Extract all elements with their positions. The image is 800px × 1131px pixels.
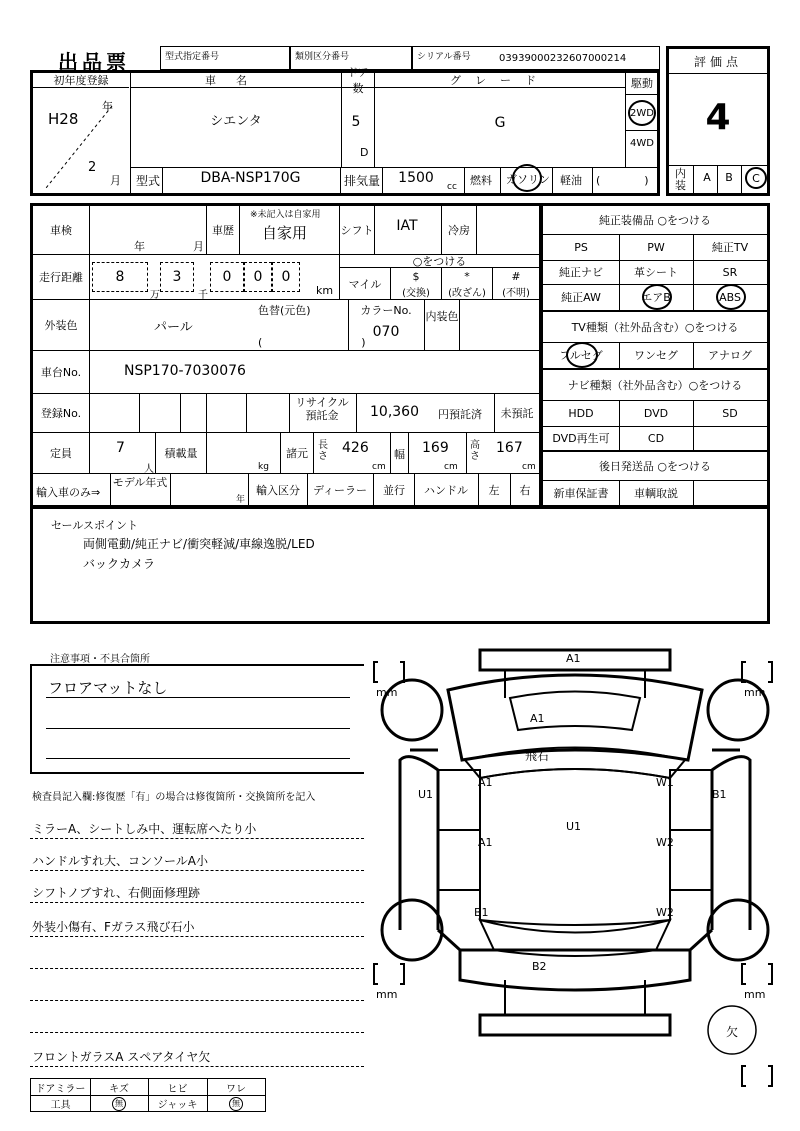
mm-label: mm: [744, 686, 766, 699]
interior-grade-selected: C: [745, 167, 767, 189]
score-value: 4: [705, 96, 731, 138]
tools-table: ドアミラー キズ ヒビ ワレ 工具 無 ジャッキ 無: [30, 1078, 266, 1112]
notes-label: 注意事項・不具合箇所: [50, 654, 150, 665]
width-value: 169: [422, 440, 449, 456]
color-no-value: 070: [372, 324, 400, 340]
damage-label: U1: [418, 788, 434, 801]
damage-label: 飛石: [525, 749, 550, 763]
damage-label: W2: [656, 836, 674, 849]
missing-label: 欠: [726, 1025, 739, 1039]
mm-label: mm: [376, 686, 398, 699]
first-reg-year: H28: [48, 110, 79, 128]
length-value: 426: [342, 440, 369, 456]
mileage-digit: 8: [92, 262, 148, 292]
serial-cell: シリアル番号 03939000232607000214: [412, 46, 660, 70]
damage-label: B1: [474, 906, 489, 919]
jack-status: 無: [207, 1096, 265, 1111]
capacity-value: 7: [116, 440, 125, 456]
fullseg-selected: フルセグ: [559, 349, 603, 362]
damage-label: B1: [712, 788, 727, 801]
abs-selected: ABS: [719, 290, 741, 304]
inspector-item: ハンドルすれ大、コンソールA小: [32, 854, 208, 868]
inspector-item: シフトノブすれ、右側面修理跡: [32, 886, 201, 900]
shift-value: IAT: [396, 218, 418, 234]
car-damage-diagram: [370, 630, 780, 1110]
damage-label: W1: [656, 776, 674, 789]
fuel-gasoline: ガソリン: [506, 173, 550, 186]
damage-label: B2: [532, 960, 547, 973]
mileage-digit: 3: [160, 262, 194, 292]
airbag-selected: エアB: [641, 291, 671, 304]
damage-label: A1: [530, 712, 545, 725]
model-cert-cell: 型式指定番号: [160, 46, 290, 70]
inspector-item: 外装小傷有、Fガラス飛び石小: [32, 920, 195, 934]
car-name: シエンタ: [210, 114, 262, 129]
sales-line: バックカメラ: [83, 557, 156, 571]
chassis-value: NSP170-7030076: [124, 363, 246, 379]
mm-label: mm: [376, 988, 398, 1001]
history-value: 自家用: [262, 224, 308, 242]
serial-value: 03939000232607000214: [499, 53, 627, 64]
damage-label: A1: [478, 836, 493, 849]
score-box: 評価点 4 内装 A B C: [666, 46, 770, 196]
mm-label: mm: [744, 988, 766, 1001]
height-value: 167: [496, 440, 523, 456]
mileage-digit: 0: [272, 262, 300, 292]
displacement-value: 1500: [398, 170, 434, 186]
doors-value: 5: [351, 114, 361, 130]
damage-label: A1: [566, 652, 581, 665]
mileage-digit: 0: [210, 262, 244, 292]
drive-2wd-selected: 2WD: [628, 100, 656, 126]
type-value: DBA-NSP170G: [200, 170, 301, 186]
notes-line: フロアマットなし: [48, 679, 168, 697]
sales-label: セールスポイント: [51, 519, 139, 532]
form-title: 出品票: [58, 50, 130, 74]
mileage-digit: 0: [244, 262, 272, 292]
inspector-label: 検査員記入欄:修復歴「有」の場合は修復箇所・交換箇所を記入: [32, 792, 316, 803]
interior-label: 内装: [675, 167, 686, 192]
tool-status: 無: [90, 1096, 148, 1111]
damage-label: U1: [566, 820, 582, 833]
sales-point-block: [30, 506, 770, 624]
damage-label: A1: [478, 776, 493, 789]
grade-value: G: [494, 115, 506, 131]
exterior-color-value: パール: [154, 320, 193, 335]
first-reg-month: 2: [88, 160, 97, 175]
damage-label: W2: [656, 906, 674, 919]
notes-footer: フロントガラスA スペアタイヤ欠: [32, 1050, 211, 1064]
inspector-item: ミラーA、シートしみ中、運転席へたり小: [32, 822, 257, 836]
recycle-value: 10,360: [370, 404, 419, 420]
sales-line: 両側電動/純正ナビ/衝突軽減/車線逸脱/LED: [83, 537, 315, 551]
category-cell: 類別区分番号: [290, 46, 412, 70]
